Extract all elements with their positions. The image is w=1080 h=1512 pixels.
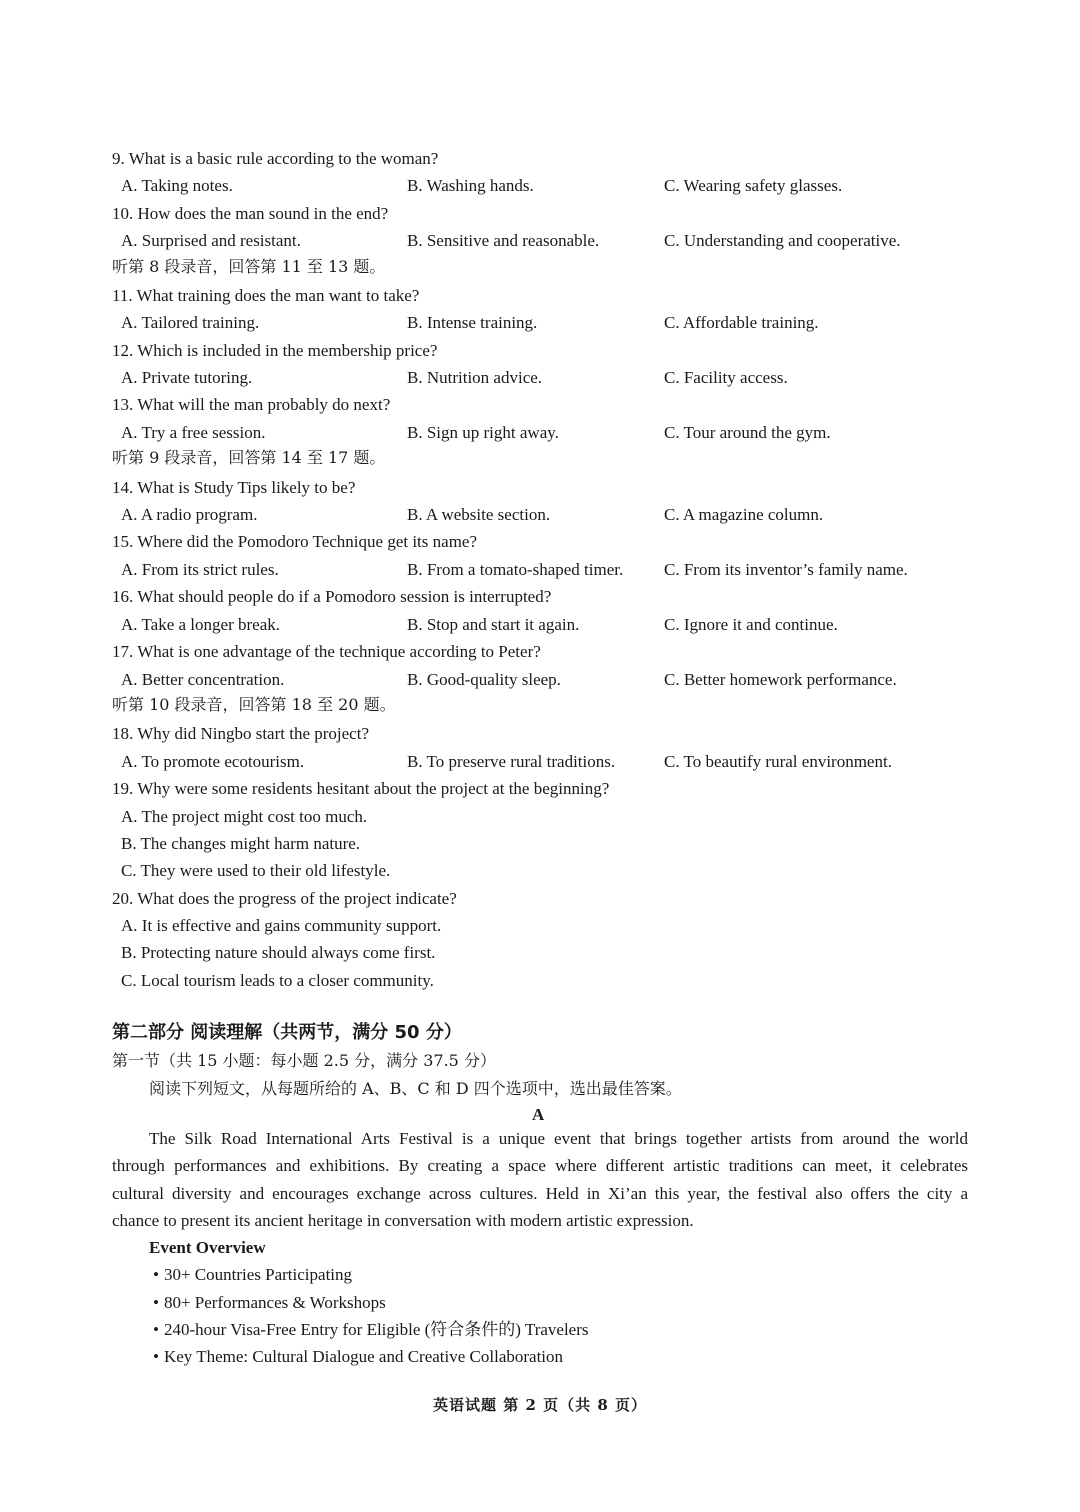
question-12-option-b: B. Nutrition advice. [407, 368, 543, 387]
question-13-stem: 13. What will the man probably do next? [112, 395, 391, 414]
bullet-item [153, 1348, 563, 1365]
segment-10-instruction: 听第 10 段录音，回答第 18 至 20 题。 [112, 695, 396, 714]
question-13-option-a: A. Try a free session. [121, 423, 266, 442]
question-16-option-a: A. Take a longer break. [121, 615, 280, 634]
segment-8-instruction: 听第 8 段录音，回答第 11 至 13 题。 [112, 257, 386, 276]
question-18-option-c: C. To beautify rural environment. [664, 752, 892, 771]
bullet-dot-icon: • [153, 1265, 159, 1284]
question-19-option-c: C. They were used to their old lifestyle. [121, 861, 391, 880]
question-12-option-a: A. Private tutoring. [121, 368, 253, 387]
page-footer: 英语试题 第 2 页（共 8 页） [433, 1396, 647, 1414]
bullet-item [153, 1321, 589, 1338]
question-17-option-b: B. Good-quality sleep. [407, 670, 561, 689]
question-15-stem: 15. Where did the Pomodoro Technique get its name? [112, 532, 478, 551]
question-11-stem: 11. What training does the man want to take? [112, 286, 420, 305]
question-17-stem: 17. What is one advantage of the technique according to Peter? [112, 642, 541, 661]
bullet-text: 240-hour Visa-Free Entry for Eligible (符合条件的) Travelers [163, 1320, 589, 1339]
question-14-option-a: A. A radio program. [121, 505, 258, 524]
question-20-stem: 20. What does the progress of the project indicate? [112, 889, 457, 908]
question-14-option-c: C. A magazine column. [664, 505, 824, 524]
question-12-stem: 12. Which is included in the membership price? [112, 341, 438, 360]
question-14-stem: 14. What is Study Tips likely to be? [112, 478, 356, 497]
question-19-stem: 19. Why were some residents hesitant about the project at the beginning? [112, 779, 610, 798]
bullet-dot-icon: • [153, 1293, 159, 1312]
passage-line-2: through performances and exhibitions. By creating a space where different artistic traditions can meet, it celebrates [112, 1156, 968, 1175]
question-13-option-c: C. Tour around the gym. [664, 423, 831, 442]
question-16-option-b: B. Stop and start it again. [407, 615, 580, 634]
question-11-option-a: A. Tailored training. [121, 313, 260, 332]
bullet-item [153, 1294, 386, 1311]
question-11-option-c: C. Affordable training. [664, 313, 819, 332]
question-19-option-b: B. The changes might harm nature. [121, 834, 361, 853]
bullet-item [153, 1266, 352, 1283]
question-14-option-b: B. A website section. [407, 505, 551, 524]
reading-directions: 阅读下列短文，从每题所给的 A、B、C 和 D 四个选项中，选出最佳答案。 [149, 1079, 682, 1098]
question-9-stem: 9. What is a basic rule according to the woman? [112, 149, 439, 168]
question-15-option-b: B. From a tomato-shaped timer. [407, 560, 624, 579]
question-15-option-a: A. From its strict rules. [121, 560, 279, 579]
question-18-option-b: B. To preserve rural traditions. [407, 752, 616, 771]
passage-line-1: The Silk Road International Arts Festival is a unique event that brings together artists from around the world [149, 1129, 968, 1148]
event-overview-heading: Event Overview [149, 1238, 266, 1257]
passage-line-4: chance to present its ancient heritage in conversation with modern artistic expression. [112, 1211, 694, 1230]
bullet-text: Key Theme: Cultural Dialogue and Creative Collaboration [163, 1347, 564, 1366]
passage-line-3: cultural diversity and encourages exchange across cultures. Held in Xi’an this year, the festival also offers the city a [112, 1184, 968, 1203]
bullet-text: 30+ Countries Participating [163, 1265, 353, 1284]
question-9-option-c: C. Wearing safety glasses. [664, 176, 843, 195]
passage-label: A [532, 1105, 545, 1124]
section-1-heading: 第一节（共 15 小题：每小题 2.5 分，满分 37.5 分） [112, 1051, 496, 1070]
bullet-text: 80+ Performances & Workshops [163, 1293, 386, 1312]
question-13-option-b: B. Sign up right away. [407, 423, 559, 442]
question-20-option-a: A. It is effective and gains community support. [121, 916, 442, 935]
bullet-dot-icon: • [153, 1320, 159, 1339]
part-2-title: 第二部分 阅读理解（共两节，满分 50 分） [112, 1022, 462, 1043]
question-10-option-a: A. Surprised and resistant. [121, 231, 301, 250]
question-10-option-c: C. Understanding and cooperative. [664, 231, 901, 250]
question-20-option-b: B. Protecting nature should always come first. [121, 943, 436, 962]
question-16-stem: 16. What should people do if a Pomodoro session is interrupted? [112, 587, 552, 606]
question-10-option-b: B. Sensitive and reasonable. [407, 231, 600, 250]
question-11-option-b: B. Intense training. [407, 313, 538, 332]
question-9-option-a: A. Taking notes. [121, 176, 233, 195]
segment-9-instruction: 听第 9 段录音，回答第 14 至 17 题。 [112, 448, 386, 467]
question-19-option-a: A. The project might cost too much. [121, 807, 368, 826]
question-9-option-b: B. Washing hands. [407, 176, 534, 195]
question-15-option-c: C. From its inventor’s family name. [664, 560, 908, 579]
question-18-stem: 18. Why did Ningbo start the project? [112, 724, 369, 743]
question-10-stem: 10. How does the man sound in the end? [112, 204, 389, 223]
bullet-dot-icon: • [153, 1347, 159, 1366]
question-18-option-a: A. To promote ecotourism. [121, 752, 305, 771]
question-20-option-c: C. Local tourism leads to a closer community. [121, 971, 434, 990]
question-16-option-c: C. Ignore it and continue. [664, 615, 838, 634]
question-12-option-c: C. Facility access. [664, 368, 788, 387]
question-17-option-a: A. Better concentration. [121, 670, 285, 689]
question-17-option-c: C. Better homework performance. [664, 670, 897, 689]
